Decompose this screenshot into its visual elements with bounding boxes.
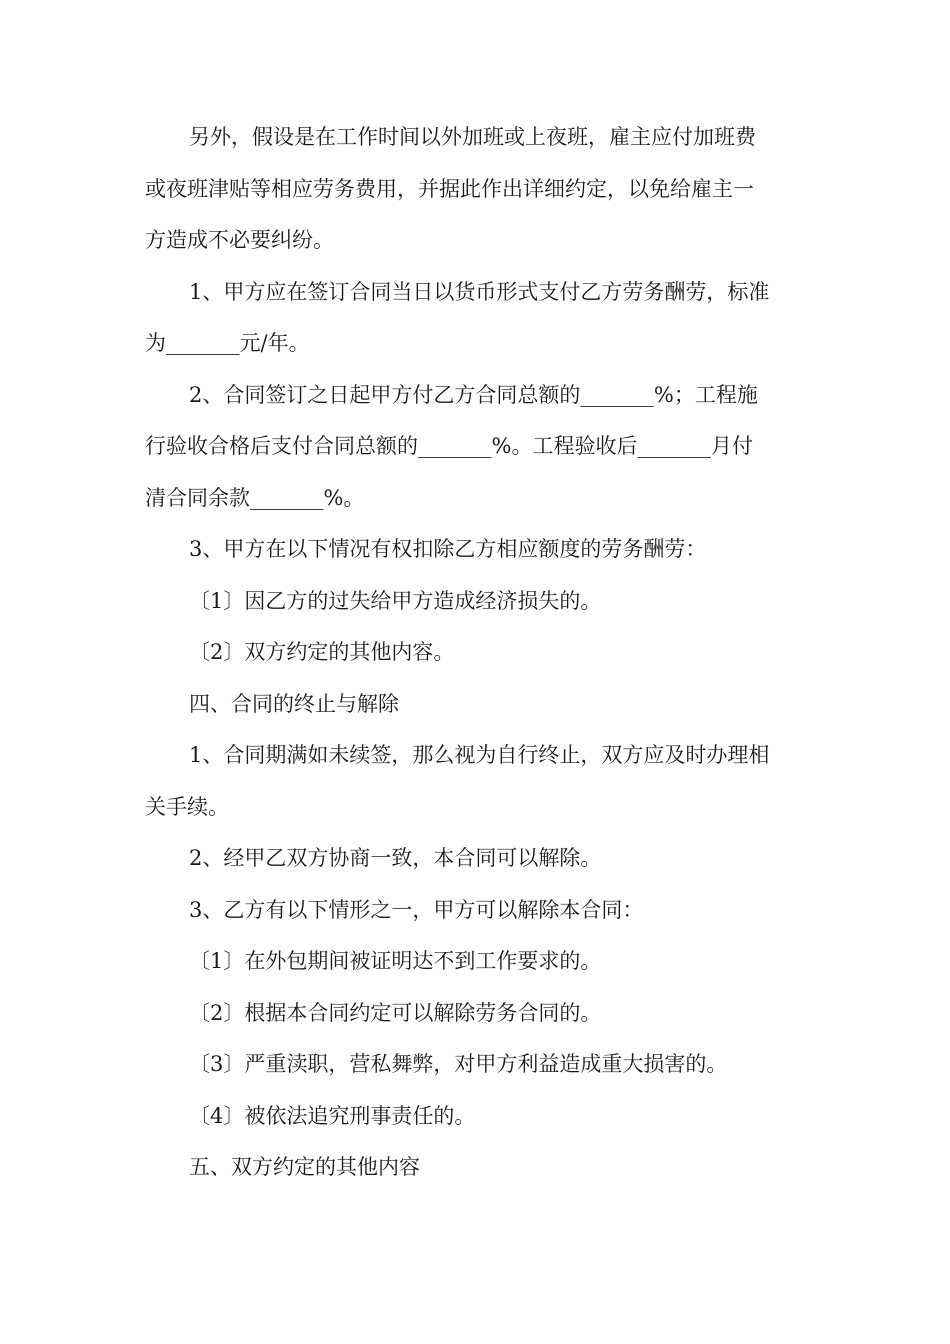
text-line: 〔2〕根据本合同约定可以解除劳务合同的。 [189,1000,602,1025]
text-line: 3、甲方在以下情况有权扣除乙方相应额度的劳务酬劳： [189,537,707,561]
text-line: 四、合同的终止与解除 [189,691,399,716]
paragraph-overtime [145,112,815,267]
text-line: 〔1〕因乙方的过失给甲方造成经济损失的。 [189,588,602,613]
paragraph-deduction [145,524,815,576]
text-line: 2、合同签订之日起甲方付乙方合同总额的_______%；工程施 [189,382,758,407]
text-line: 3、乙方有以下情形之一，甲方可以解除本合同： [189,897,644,922]
list-item-termination-3 [145,1039,815,1091]
text-line: 另外，假设是在工作时间以外加班或上夜班，雇主应付加班费 [189,125,756,149]
list-item-deduction-1 [145,576,815,628]
paragraph-termination-1 [145,730,815,833]
paragraph-payment-2 [145,370,815,525]
section-heading-other [145,1142,815,1194]
text-line: 〔2〕双方约定的其他内容。 [189,640,455,664]
text-line: 五、双方约定的其他内容 [189,1155,420,1179]
text-line: 〔4〕被依法追究刑事责任的。 [189,1103,476,1128]
text-line: 或夜班津贴等相应劳务费用，并据此作出详细约定，以免给雇主一 [145,176,754,201]
text-line: 行验收合格后支付合同总额的_______%。工程验收后_______月付 [145,434,753,458]
text-line: 〔1〕在外包期间被证明达不到工作要求的。 [189,949,602,973]
text-line: 1、合同期满如未续签，那么视为自行终止，双方应及时办理相 [189,743,770,767]
list-item-termination-2 [145,988,815,1040]
paragraph-payment-1 [145,267,815,370]
document-body [145,112,815,1194]
text-line: 清合同余款_______%。 [145,485,365,510]
text-line: 〔3〕严重渎职，营私舞弊，对甲方利益造成重大损害的。 [189,1052,728,1076]
paragraph-termination-3 [145,885,815,937]
section-heading-termination [145,679,815,731]
paragraph-termination-2 [145,833,815,885]
text-line: 方造成不必要纠纷。 [145,228,334,252]
text-line: 1、甲方应在签订合同当日以货币形式支付乙方劳务酬劳，标准 [189,279,770,304]
list-item-deduction-2 [145,627,815,679]
text-line: 2、经甲乙双方协商一致，本合同可以解除。 [189,846,602,870]
list-item-termination-1 [145,936,815,988]
text-line: 关手续。 [145,794,229,819]
text-line: 为_______元/年。 [145,331,310,355]
list-item-termination-4 [145,1091,815,1143]
